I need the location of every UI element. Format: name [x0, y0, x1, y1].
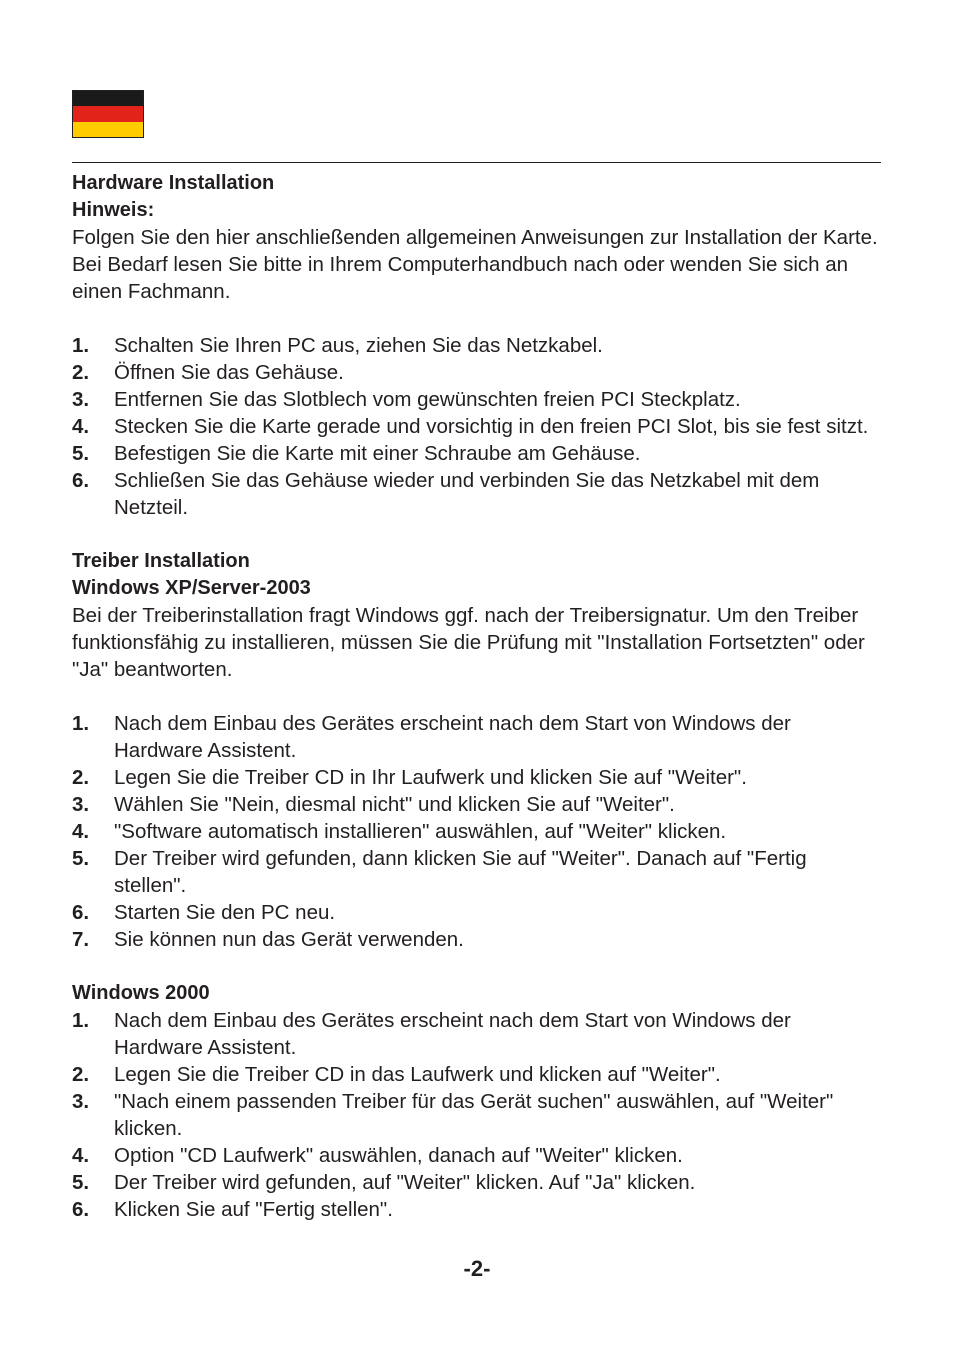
- step-number: 3.: [72, 388, 90, 411]
- windows-2000-steps-list: [72, 1007, 882, 1223]
- step-number: 6.: [72, 1198, 90, 1221]
- list-item: [72, 845, 882, 899]
- list-item: [72, 413, 882, 440]
- step-text: Der Treiber wird gefunden, auf "Weiter" klicken. Auf "Ja" klicken.: [114, 1171, 696, 1194]
- step-number: 3.: [72, 793, 90, 816]
- list-item: [72, 1007, 882, 1061]
- list-item: [72, 359, 882, 386]
- step-text: Schalten Sie Ihren PC aus, ziehen Sie das Netzkabel.: [114, 334, 603, 357]
- note-label: Hinweis:: [72, 199, 155, 221]
- step-number: 7.: [72, 928, 90, 951]
- step-number: 6.: [72, 901, 90, 924]
- flag-stripe-gold: [73, 122, 143, 137]
- list-item: [72, 710, 882, 764]
- step-text: Klicken Sie auf "Fertig stellen".: [114, 1198, 393, 1221]
- hardware-intro: Folgen Sie den hier anschließenden allgemeinen Anweisungen zur Installation der Karte. Bei Bedarf lesen Sie bitte in Ihrem Computerhandbuch nach oder wenden Sie sich an einen Fachmann.: [72, 226, 878, 303]
- list-item: [72, 1088, 882, 1142]
- step-text: Nach dem Einbau des Gerätes erscheint nach dem Start von Windows der Hardware Assistent.: [114, 1009, 791, 1059]
- step-number: 4.: [72, 1144, 90, 1167]
- windows-xp-intro: Bei der Treiberinstallation fragt Windows ggf. nach der Treibersignatur. Um den Treiber funktionsfähig zu installieren, müssen Sie die Prüfung mit "Installation Fortsetzten" oder "Ja" beantworten.: [72, 604, 865, 681]
- header-divider: [72, 162, 881, 163]
- page-number: -2-: [463, 1256, 491, 1281]
- step-number: 5.: [72, 1171, 90, 1194]
- flag-stripe-black: [73, 91, 143, 106]
- step-number: 4.: [72, 820, 90, 843]
- step-number: 1.: [72, 334, 90, 357]
- step-text: Stecken Sie die Karte gerade und vorsichtig in den freien PCI Slot, bis sie fest sitzt.: [114, 415, 869, 438]
- step-text: Option "CD Laufwerk" auswählen, danach auf "Weiter" klicken.: [114, 1144, 683, 1167]
- windows-2000-heading: Windows 2000: [72, 982, 210, 1004]
- hardware-installation-heading: Hardware Installation: [72, 172, 275, 194]
- driver-installation-heading: Treiber Installation: [72, 550, 250, 572]
- step-text: Legen Sie die Treiber CD in das Laufwerk und klicken auf "Weiter".: [114, 1063, 721, 1086]
- list-item: [72, 818, 882, 845]
- flag-stripe-red: [73, 106, 143, 121]
- step-number: 2.: [72, 766, 90, 789]
- list-item: [72, 332, 882, 359]
- step-number: 2.: [72, 1063, 90, 1086]
- step-text: Befestigen Sie die Karte mit einer Schraube am Gehäuse.: [114, 442, 641, 465]
- step-number: 2.: [72, 361, 90, 384]
- list-item: [72, 1169, 882, 1196]
- step-text: "Software automatisch installieren" auswählen, auf "Weiter" klicken.: [114, 820, 727, 843]
- list-item: [72, 899, 882, 926]
- page-content: [72, 170, 882, 1223]
- step-number: 5.: [72, 847, 90, 870]
- list-item: [72, 1196, 882, 1223]
- step-text: Nach dem Einbau des Gerätes erscheint nach dem Start von Windows der Hardware Assistent.: [114, 712, 791, 762]
- list-item: [72, 386, 882, 413]
- step-number: 4.: [72, 415, 90, 438]
- step-text: Schließen Sie das Gehäuse wieder und verbinden Sie das Netzkabel mit dem Netzteil.: [114, 469, 820, 519]
- step-number: 5.: [72, 442, 90, 465]
- german-flag-icon: [72, 90, 144, 138]
- step-number: 1.: [72, 1009, 90, 1032]
- step-number: 3.: [72, 1090, 90, 1113]
- step-number: 1.: [72, 712, 90, 735]
- step-text: Starten Sie den PC neu.: [114, 901, 336, 924]
- step-text: Entfernen Sie das Slotblech vom gewünschten freien PCI Steckplatz.: [114, 388, 741, 411]
- hardware-steps-list: [72, 332, 882, 521]
- step-text: "Nach einem passenden Treiber für das Gerät suchen" auswählen, auf "Weiter" klicken.: [114, 1090, 834, 1140]
- list-item: [72, 1142, 882, 1169]
- step-number: 6.: [72, 469, 90, 492]
- list-item: [72, 926, 882, 953]
- windows-xp-steps-list: [72, 710, 882, 953]
- list-item: [72, 467, 882, 521]
- step-text: Sie können nun das Gerät verwenden.: [114, 928, 464, 951]
- list-item: [72, 791, 882, 818]
- step-text: Öffnen Sie das Gehäuse.: [114, 361, 344, 384]
- step-text: Wählen Sie "Nein, diesmal nicht" und klicken Sie auf "Weiter".: [114, 793, 675, 816]
- step-text: Legen Sie die Treiber CD in Ihr Laufwerk und klicken Sie auf "Weiter".: [114, 766, 747, 789]
- list-item: [72, 1061, 882, 1088]
- list-item: [72, 764, 882, 791]
- list-item: [72, 440, 882, 467]
- windows-xp-heading: Windows XP/Server-2003: [72, 577, 311, 599]
- step-text: Der Treiber wird gefunden, dann klicken Sie auf "Weiter". Danach auf "Fertig stellen".: [114, 847, 807, 897]
